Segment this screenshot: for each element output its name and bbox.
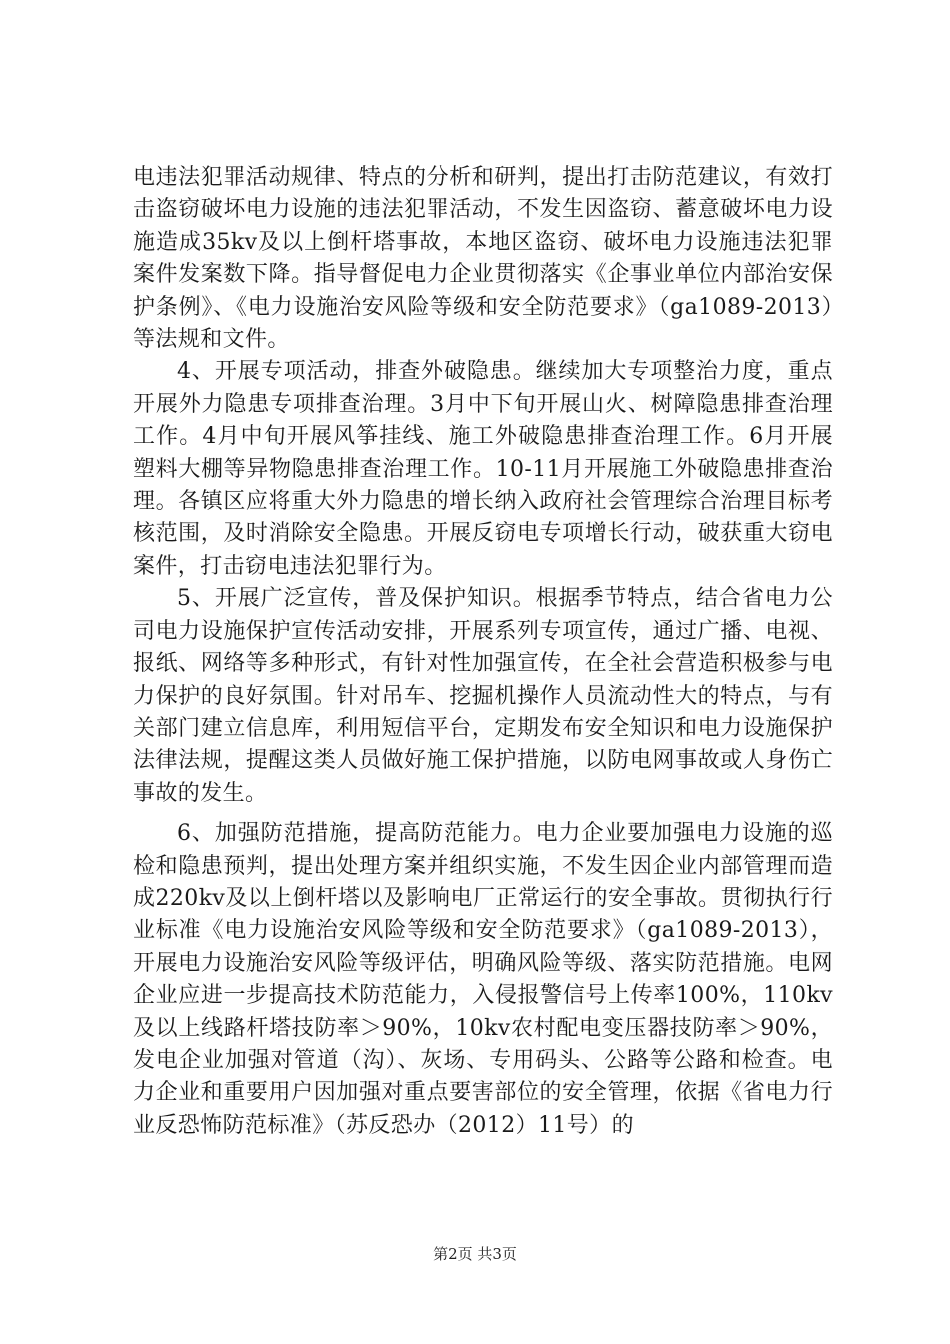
paragraph-item-6: 6、加强防范措施，提高防范能力。电力企业要加强电力设施的巡检和隐患预判，提出处理方案并组织实施，不发生因企业内部管理而造成220kv及以上倒杆塔以及影响电厂正常运行的安全事故。贯彻执行行业标准《电力设施治安风险等级和安全防范要求》（ga1089-2013），开展电力设施治安风险等级评估，明确风险等级、落实防范措施。电网企业应进一步提高技术防范能力，入侵报警信号上传率100%，110kv及以上线路杆塔技防率＞90%，10kv农村配电变压器技防率＞90%，发电企业加强对管道（沟）、灰场、专用码头、公路等公路和检查。电力企业和重要用户因加强对重点要害部位的安全管理，依据《省电力行业反恐怖防范标准》（苏反恐办（2012）11号）的: [133, 821, 833, 1138]
paragraph-item-4: 4、开展专项活动，排查外破隐患。继续加大专项整治力度，重点开展外力隐患专项排查治理。3月中下旬开展山火、树障隐患排查治理工作。4月中旬开展风筝挂线、施工外破隐患排查治理工作。6月开展塑料大棚等异物隐患排查治理工作。10-11月开展施工外破隐患排查治理。各镇区应将重大外力隐患的增长纳入政府社会管理综合治理目标考核范围，及时消除安全隐患。开展反窃电专项增长行动，破获重大窃电案件，打击窃电违法犯罪行为。: [133, 359, 833, 579]
paragraph-item-5: 5、开展广泛宣传，普及保护知识。根据季节特点，结合省电力公司电力设施保护宣传活动安排，开展系列专项宣传，通过广播、电视、报纸、网络等多种形式，有针对性加强宣传，在全社会营造积极参与电力保护的良好氛围。针对吊车、挖掘机操作人员流动性大的特点，与有关部门建立信息库，利用短信平台，定期发布安全知识和电力设施保护法律法规，提醒这类人员做好施工保护措施，以防电网事故或人身伤亡事故的发生。: [133, 586, 833, 806]
page-footer: [0, 1243, 950, 1264]
page-number-label: 第2页 共3页: [433, 1245, 517, 1263]
paragraph-continuation: 电违法犯罪活动规律、特点的分析和研判，提出打击防范建议，有效打击盗窃破坏电力设施的违法犯罪活动，不发生因盗窃、蓄意破坏电力设施造成35kv及以上倒杆塔事故，本地区盗窃、破坏电力设施违法犯罪案件发案数下降。指导督促电力企业贯彻落实《企事业单位内部治安保护条例》、《电力设施治安风险等级和安全防范要求》（ga1089-2013）等法规和文件。: [133, 165, 833, 353]
document-body: [133, 162, 833, 1142]
